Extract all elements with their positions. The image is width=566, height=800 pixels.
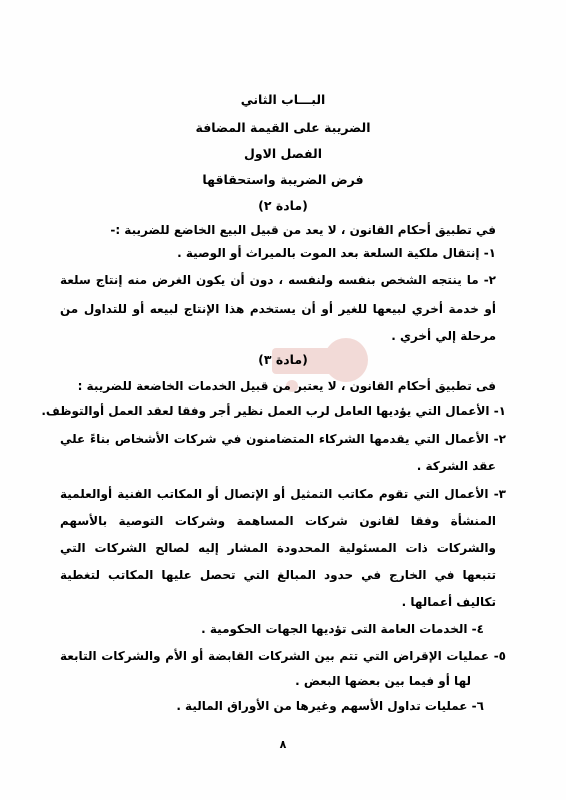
article-3-item-3-line-2: المنشأة وفقا لقانون شركات المساهمة وشركات التوصية بالأسهم: [60, 514, 496, 528]
article-2-item-2-line-2: أو خدمة أخري لبيعها للغير أو أن يستخدم هذا الإنتاج لبيعه أو للتداول من: [60, 302, 496, 316]
article-3-item-3-line-1: ٣- الأعمال التي تقوم مكاتب التمثيل أو الإتصال أو المكاتب الفنية أوالعلمية: [60, 487, 506, 501]
article-3-intro: فى تطبيق أحكام القانون ، لا يعتبر من قبيل الخدمات الخاضعة للضريبة :: [77, 379, 496, 393]
document-title: الضريبة على القيمة المضافة: [195, 120, 371, 135]
article-3-number: (مادة ٣): [258, 352, 308, 367]
page-number: ٨: [279, 738, 287, 751]
article-3-item-6: ٦- عمليات تداول الأسهم وغيرها من الأوراق المالية .: [176, 699, 484, 713]
article-3-item-5-line-2: لها أو فيما بين بعضها البعض .: [295, 674, 471, 688]
article-3-item-4: ٤- الخدمات العامة التى تؤديها الجهات الحكومية .: [201, 622, 484, 636]
article-3-item-3-line-5: تكاليف أعمالها .: [401, 595, 496, 609]
article-2-number: (مادة ٢): [258, 198, 308, 213]
article-2-item-2-line-3: مرحلة إلي أخري .: [391, 329, 496, 343]
article-3-item-2-line-1: ٢- الأعمال التي يقدمها الشركاء المتضامنون في شركات الأشخاص بناءً علي: [60, 432, 506, 446]
article-3-item-2-line-2: عقد الشركة .: [416, 459, 496, 473]
article-3-item-5-line-1: ٥- عمليات الإقراض التي تتم بين الشركات القابضة أو الأم والشركات التابعة: [60, 649, 506, 663]
article-2-item-1: ١- إنتقال ملكية السلعة بعد الموت بالميراث أو الوصية .: [177, 246, 496, 260]
section-subtitle: فرض الضريبة واستحقاقها: [202, 172, 364, 187]
article-2-intro: في تطبيق أحكام القانون ، لا يعد من قبيل البيع الخاضع للضريبة :-: [110, 223, 496, 237]
article-3-item-3-line-4: تتبعها في الخارج في حدود المبالغ التي تحصل عليها المكاتب لتغطية: [60, 568, 496, 582]
article-3-item-1: ١- الأعمال التي يؤديها العامل لرب العمل نظير أجر وفقا لعقد العمل أوالتوظف.: [41, 404, 506, 418]
article-3-item-3-line-3: والشركات ذات المسئولية المحدودة المشار إليه لصالح الشركات التي: [60, 541, 496, 555]
chapter-heading: البـــاب الثاني: [240, 92, 326, 107]
article-2-item-2-line-1: ٢- ما ينتجه الشخص بنفسه ولنفسه ، دون أن يكون الغرض منه إنتاج سلعة: [60, 273, 496, 287]
section-heading: الفصل الاول: [243, 146, 322, 161]
